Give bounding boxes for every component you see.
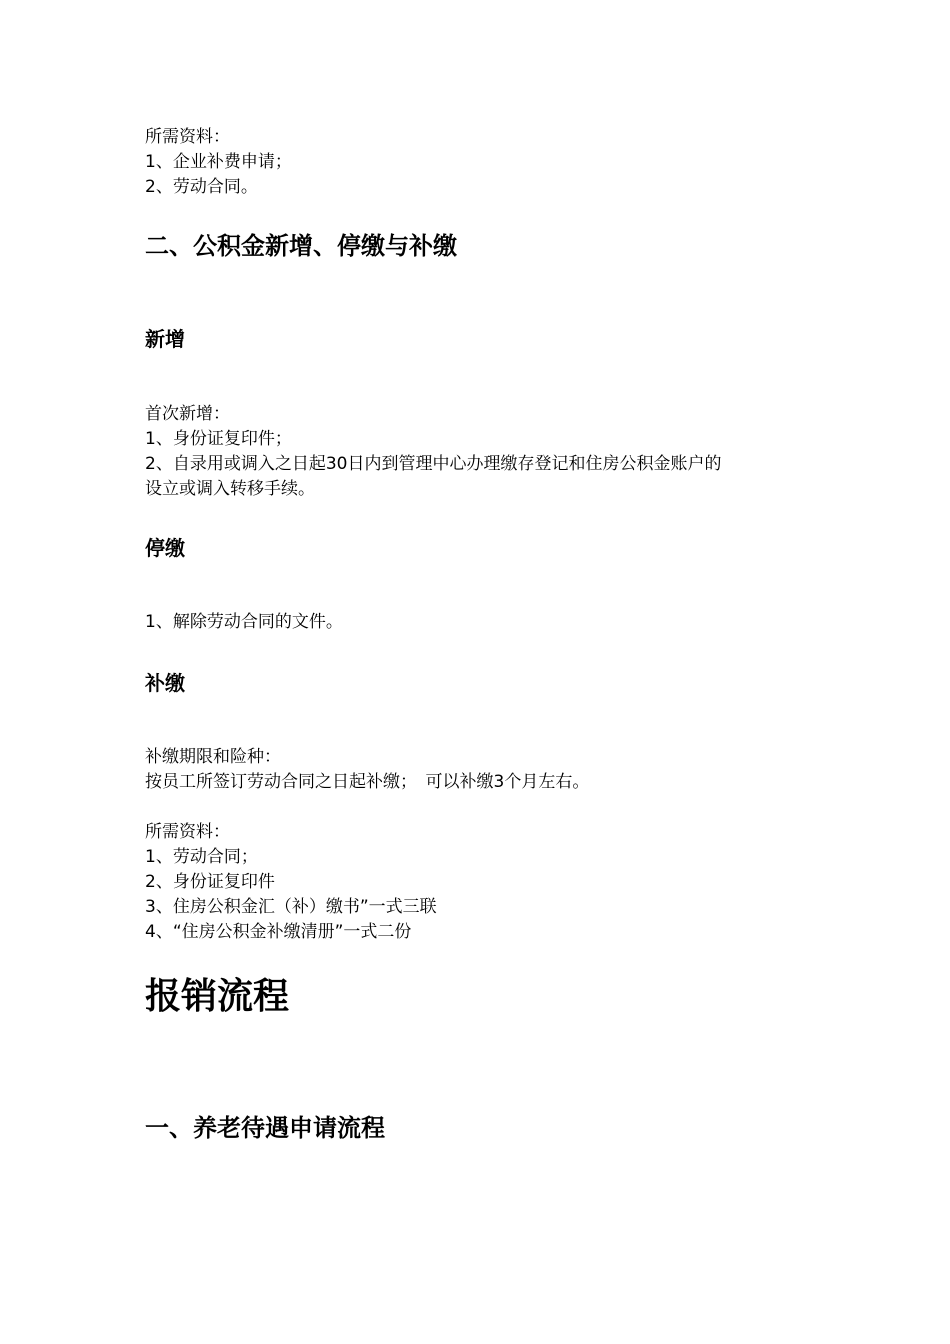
list-item: 1、身份证复印件；: [145, 429, 292, 449]
materials-label: 所需资料：: [145, 127, 230, 147]
list-item: 1、企业补费申请；: [145, 152, 292, 172]
list-item: 1、劳动合同；: [145, 847, 258, 867]
period-label: 补缴期限和险种：: [145, 747, 281, 767]
list-item: 2、自录用或调入之日起30日内到管理中心办理缴存登记和住房公积金账户的: [145, 454, 722, 474]
subsection-heading-supplement: 补缴: [145, 671, 185, 695]
add-label: 首次新增：: [145, 404, 230, 424]
section-heading: 一、养老待遇申请流程: [145, 1114, 385, 1142]
section-heading: 二、公积金新增、停缴与补缴: [145, 232, 457, 260]
list-item: 1、解除劳动合同的文件。: [145, 612, 343, 632]
materials-label: 所需资料：: [145, 822, 230, 842]
list-item: 2、身份证复印件: [145, 872, 275, 892]
list-item: 2、劳动合同。: [145, 177, 258, 197]
list-item-continued: 设立或调入转移手续。: [145, 479, 315, 499]
subsection-heading-add: 新增: [145, 327, 185, 351]
period-text: 按员工所签订劳动合同之日起补缴； 可以补缴3个月左右。: [145, 772, 590, 792]
subsection-heading-stop: 停缴: [145, 536, 185, 560]
list-item: 4、“住房公积金补缴清册”一式二份: [145, 922, 412, 942]
chapter-title: 报销流程: [145, 976, 290, 1017]
list-item: 3、住房公积金汇（补）缴书”一式三联: [145, 897, 437, 917]
